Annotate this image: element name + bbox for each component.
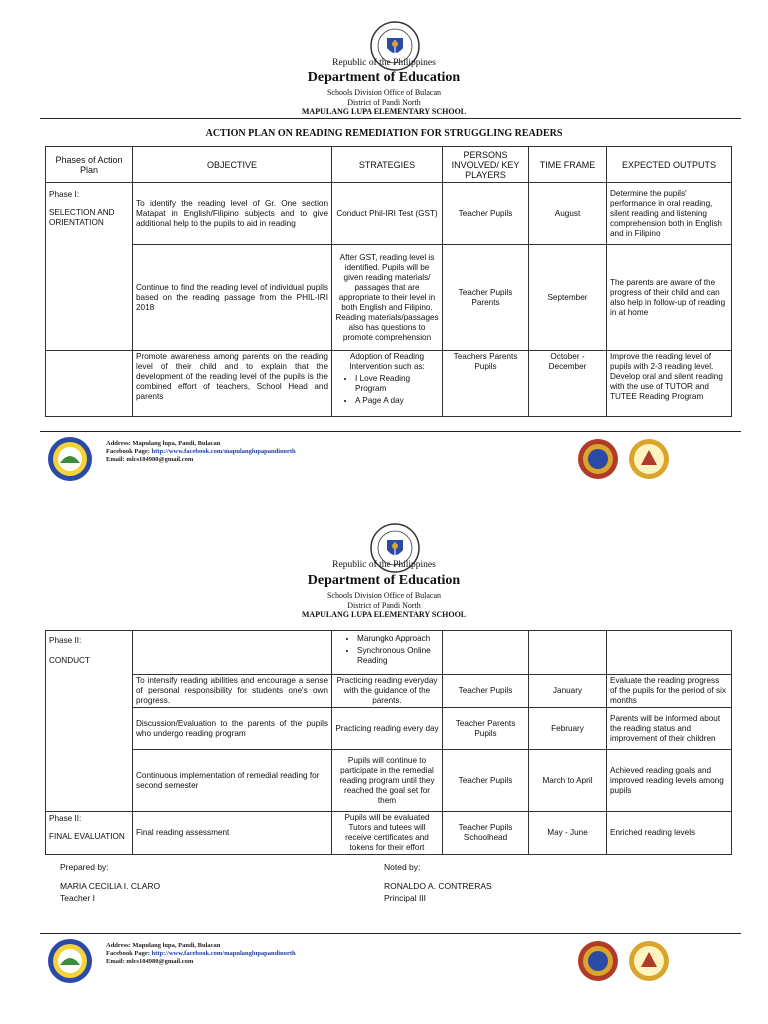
table-row bbox=[46, 245, 732, 351]
footer-email: Email: mlcs104980@gmail.com bbox=[106, 958, 194, 965]
time-cell-empty bbox=[529, 631, 607, 675]
department-title: Department of Education bbox=[307, 573, 461, 588]
strategies-cell bbox=[332, 631, 443, 675]
school-name: MAPULANG LUPA ELEMENTARY SCHOOL bbox=[301, 610, 467, 619]
persons-cell: Teachers Parents Pupils bbox=[443, 351, 529, 417]
persons-cell: Teacher Pupils bbox=[443, 183, 529, 245]
republic-text: Republic of the Philippines bbox=[332, 560, 436, 570]
school-logo-icon bbox=[46, 435, 94, 483]
persons-cell-empty bbox=[443, 631, 529, 675]
persons-cell: Teacher Pupils bbox=[443, 675, 529, 708]
footer-address: Address: Mapulang lupa, Pandi, Bulacan bbox=[106, 440, 221, 447]
col-time: TIME FRAME bbox=[529, 147, 607, 183]
outputs-cell: Improve the reading level of pupils with 2-3 reading level. Develop oral and silent reading with the use of TUTOR and TUTEE Reading Program bbox=[607, 351, 732, 417]
strategies-cell: Pupils will continue to participate in the remedial reading program until they reached the goal set for them bbox=[332, 750, 443, 812]
prepared-by-title: Teacher I bbox=[60, 893, 95, 903]
outputs-cell: Determine the pupils' performance in oral reading, silent reading and listening comprehension both in English and in Filipino bbox=[607, 183, 732, 245]
strategies-cell: Practicing reading every day bbox=[332, 708, 443, 750]
persons-cell: Teacher Pupils Schoolhead bbox=[443, 812, 529, 855]
noted-by-title: Principal III bbox=[384, 893, 427, 903]
facebook-label: Facebook Page: bbox=[106, 950, 150, 957]
phase-cell-empty bbox=[46, 351, 133, 417]
table-row bbox=[46, 812, 732, 855]
strategies-cell: Pupils will be evaluated Tutors and tutees will receive certificates and tokens for their effort bbox=[332, 812, 443, 855]
objective-cell: Final reading assessment bbox=[133, 812, 332, 855]
persons-cell: Teacher Pupils bbox=[443, 750, 529, 812]
outputs-cell: The parents are aware of the progress of their child and can also help in follow-up of reading in at home bbox=[607, 245, 732, 351]
list-item: • Marungko Approach bbox=[357, 634, 439, 644]
school-logo-icon bbox=[46, 937, 94, 985]
table-row bbox=[46, 351, 732, 417]
footer bbox=[0, 934, 768, 998]
republic-text: Republic of the Philippines bbox=[332, 58, 436, 68]
phase-cell bbox=[46, 183, 133, 351]
outputs-cell: Parents will be informed about the reading status and improvement of their children bbox=[607, 708, 732, 750]
prepared-by-label: Prepared by: bbox=[60, 862, 109, 872]
objective-cell: Continue to find the reading level of individual pupils based on the reading passage from the PHIL-IRI 2018 bbox=[133, 245, 332, 351]
action-plan-table-2 bbox=[45, 630, 732, 855]
strategies-cell: Practicing reading everyday with the guidance of the parents. bbox=[332, 675, 443, 708]
strategies-cell: Conduct Phil-IRI Test (GST) bbox=[332, 183, 443, 245]
page-2 bbox=[0, 500, 768, 1024]
outputs-cell: Enriched reading levels bbox=[607, 812, 732, 855]
time-cell: May - June bbox=[529, 812, 607, 855]
table-row bbox=[46, 708, 732, 750]
col-strategies: STRATEGIES bbox=[332, 147, 443, 183]
phase-cell bbox=[46, 812, 133, 855]
col-objective: OBJECTIVE bbox=[133, 147, 332, 183]
footer-contact bbox=[106, 440, 296, 464]
time-cell: August bbox=[529, 183, 607, 245]
time-cell: March to April bbox=[529, 750, 607, 812]
objective-cell: To identify the reading level of Gr. One section Matapat in English/Filipino subjects and to give additional help to the pupils to aid in reading bbox=[133, 183, 332, 245]
phase-label: Phase II: bbox=[49, 636, 82, 645]
plan-title: ACTION PLAN ON READING REMEDIATION FOR STRUGGLING READERS bbox=[205, 128, 563, 139]
school-name: MAPULANG LUPA ELEMENTARY SCHOOL bbox=[301, 107, 467, 116]
district-seal-icon bbox=[628, 940, 670, 982]
division-seal-icon bbox=[577, 438, 619, 480]
noted-by-label: Noted by: bbox=[384, 862, 421, 872]
action-plan-table-1 bbox=[45, 146, 732, 417]
footer bbox=[0, 432, 768, 496]
phase-name: SELECTION AND ORIENTATION bbox=[49, 208, 115, 227]
district-text: District of Pandi North bbox=[347, 98, 421, 107]
objective-cell: To intensify reading abilities and encourage a sense of personal responsibility for students one's own progress. bbox=[133, 675, 332, 708]
time-cell: September bbox=[529, 245, 607, 351]
strategies-list bbox=[335, 374, 439, 406]
footer-email: Email: mlcs104980@gmail.com bbox=[106, 456, 194, 463]
col-phase: Phases of Action Plan bbox=[46, 147, 133, 183]
outputs-cell: Evaluate the reading progress of the pupils for the period of six months bbox=[607, 675, 732, 708]
strategies-list bbox=[335, 634, 439, 666]
table-row bbox=[46, 675, 732, 708]
page-1 bbox=[0, 0, 768, 500]
persons-cell: Teacher Pupils Parents bbox=[443, 245, 529, 351]
prepared-by-name: MARIA CECILIA I. CLARO bbox=[60, 881, 161, 891]
persons-cell: Teacher Parents Pupils bbox=[443, 708, 529, 750]
objective-cell: Promote awareness among parents on the reading level of their child and to explain that the development of the reading level of the pupils is the combined effort of teachers, School Head and parents bbox=[133, 351, 332, 417]
list-item: • Synchronous Online Reading bbox=[357, 646, 439, 666]
time-cell: January bbox=[529, 675, 607, 708]
footer-contact bbox=[106, 942, 296, 966]
table-row bbox=[46, 631, 732, 675]
objective-cell-empty bbox=[133, 631, 332, 675]
strategies-cell bbox=[332, 351, 443, 417]
list-item: • I Love Reading Program bbox=[355, 374, 439, 394]
footer-facebook bbox=[106, 448, 296, 456]
division-text: Schools Division Office of Bulacan bbox=[326, 88, 442, 97]
header-divider bbox=[40, 118, 741, 119]
table-row bbox=[46, 750, 732, 812]
col-outputs: EXPECTED OUTPUTS bbox=[607, 147, 732, 183]
list-item: • A Page A day bbox=[355, 396, 439, 406]
division-text: Schools Division Office of Bulacan bbox=[326, 591, 442, 600]
time-cell: February bbox=[529, 708, 607, 750]
phase-name: FINAL EVALUATION bbox=[49, 832, 125, 841]
time-cell: October - December bbox=[529, 351, 607, 417]
phase-cell bbox=[46, 631, 133, 812]
phase-label: Phase I: bbox=[49, 190, 80, 199]
strategies-intro: Adoption of Reading Intervention such as: bbox=[349, 352, 425, 371]
objective-cell: Discussion/Evaluation to the parents of the pupils who undergo reading program bbox=[133, 708, 332, 750]
phase-name: CONDUCT bbox=[49, 656, 90, 665]
district-text: District of Pandi North bbox=[347, 601, 421, 610]
outputs-cell: Achieved reading goals and improved reading levels among pupils bbox=[607, 750, 732, 812]
noted-by-name: RONALDO A. CONTRERAS bbox=[384, 881, 492, 891]
department-title: Department of Education bbox=[307, 70, 461, 85]
facebook-link[interactable]: http://www.facebook.com/mapulanglupapandinorth bbox=[151, 950, 296, 957]
footer-address: Address: Mapulang lupa, Pandi, Bulacan bbox=[106, 942, 221, 949]
outputs-cell-empty bbox=[607, 631, 732, 675]
facebook-link[interactable]: http://www.facebook.com/mapulanglupapandinorth bbox=[151, 448, 296, 455]
strategies-cell: After GST, reading level is identified. Pupils will be given reading materials/ passages that are appropriate to their level in both English and Filipino. Reading materials/passages also has questions to promote comprehension bbox=[332, 245, 443, 351]
table-row bbox=[46, 183, 732, 245]
objective-cell: Continuous implementation of remedial reading for second semester bbox=[133, 750, 332, 812]
facebook-label: Facebook Page: bbox=[106, 448, 150, 455]
col-persons: PERSONS INVOLVED/ KEY PLAYERS bbox=[443, 147, 529, 183]
phase-label: Phase II: bbox=[49, 814, 82, 823]
district-seal-icon bbox=[628, 438, 670, 480]
division-seal-icon bbox=[577, 940, 619, 982]
footer-facebook bbox=[106, 950, 296, 958]
